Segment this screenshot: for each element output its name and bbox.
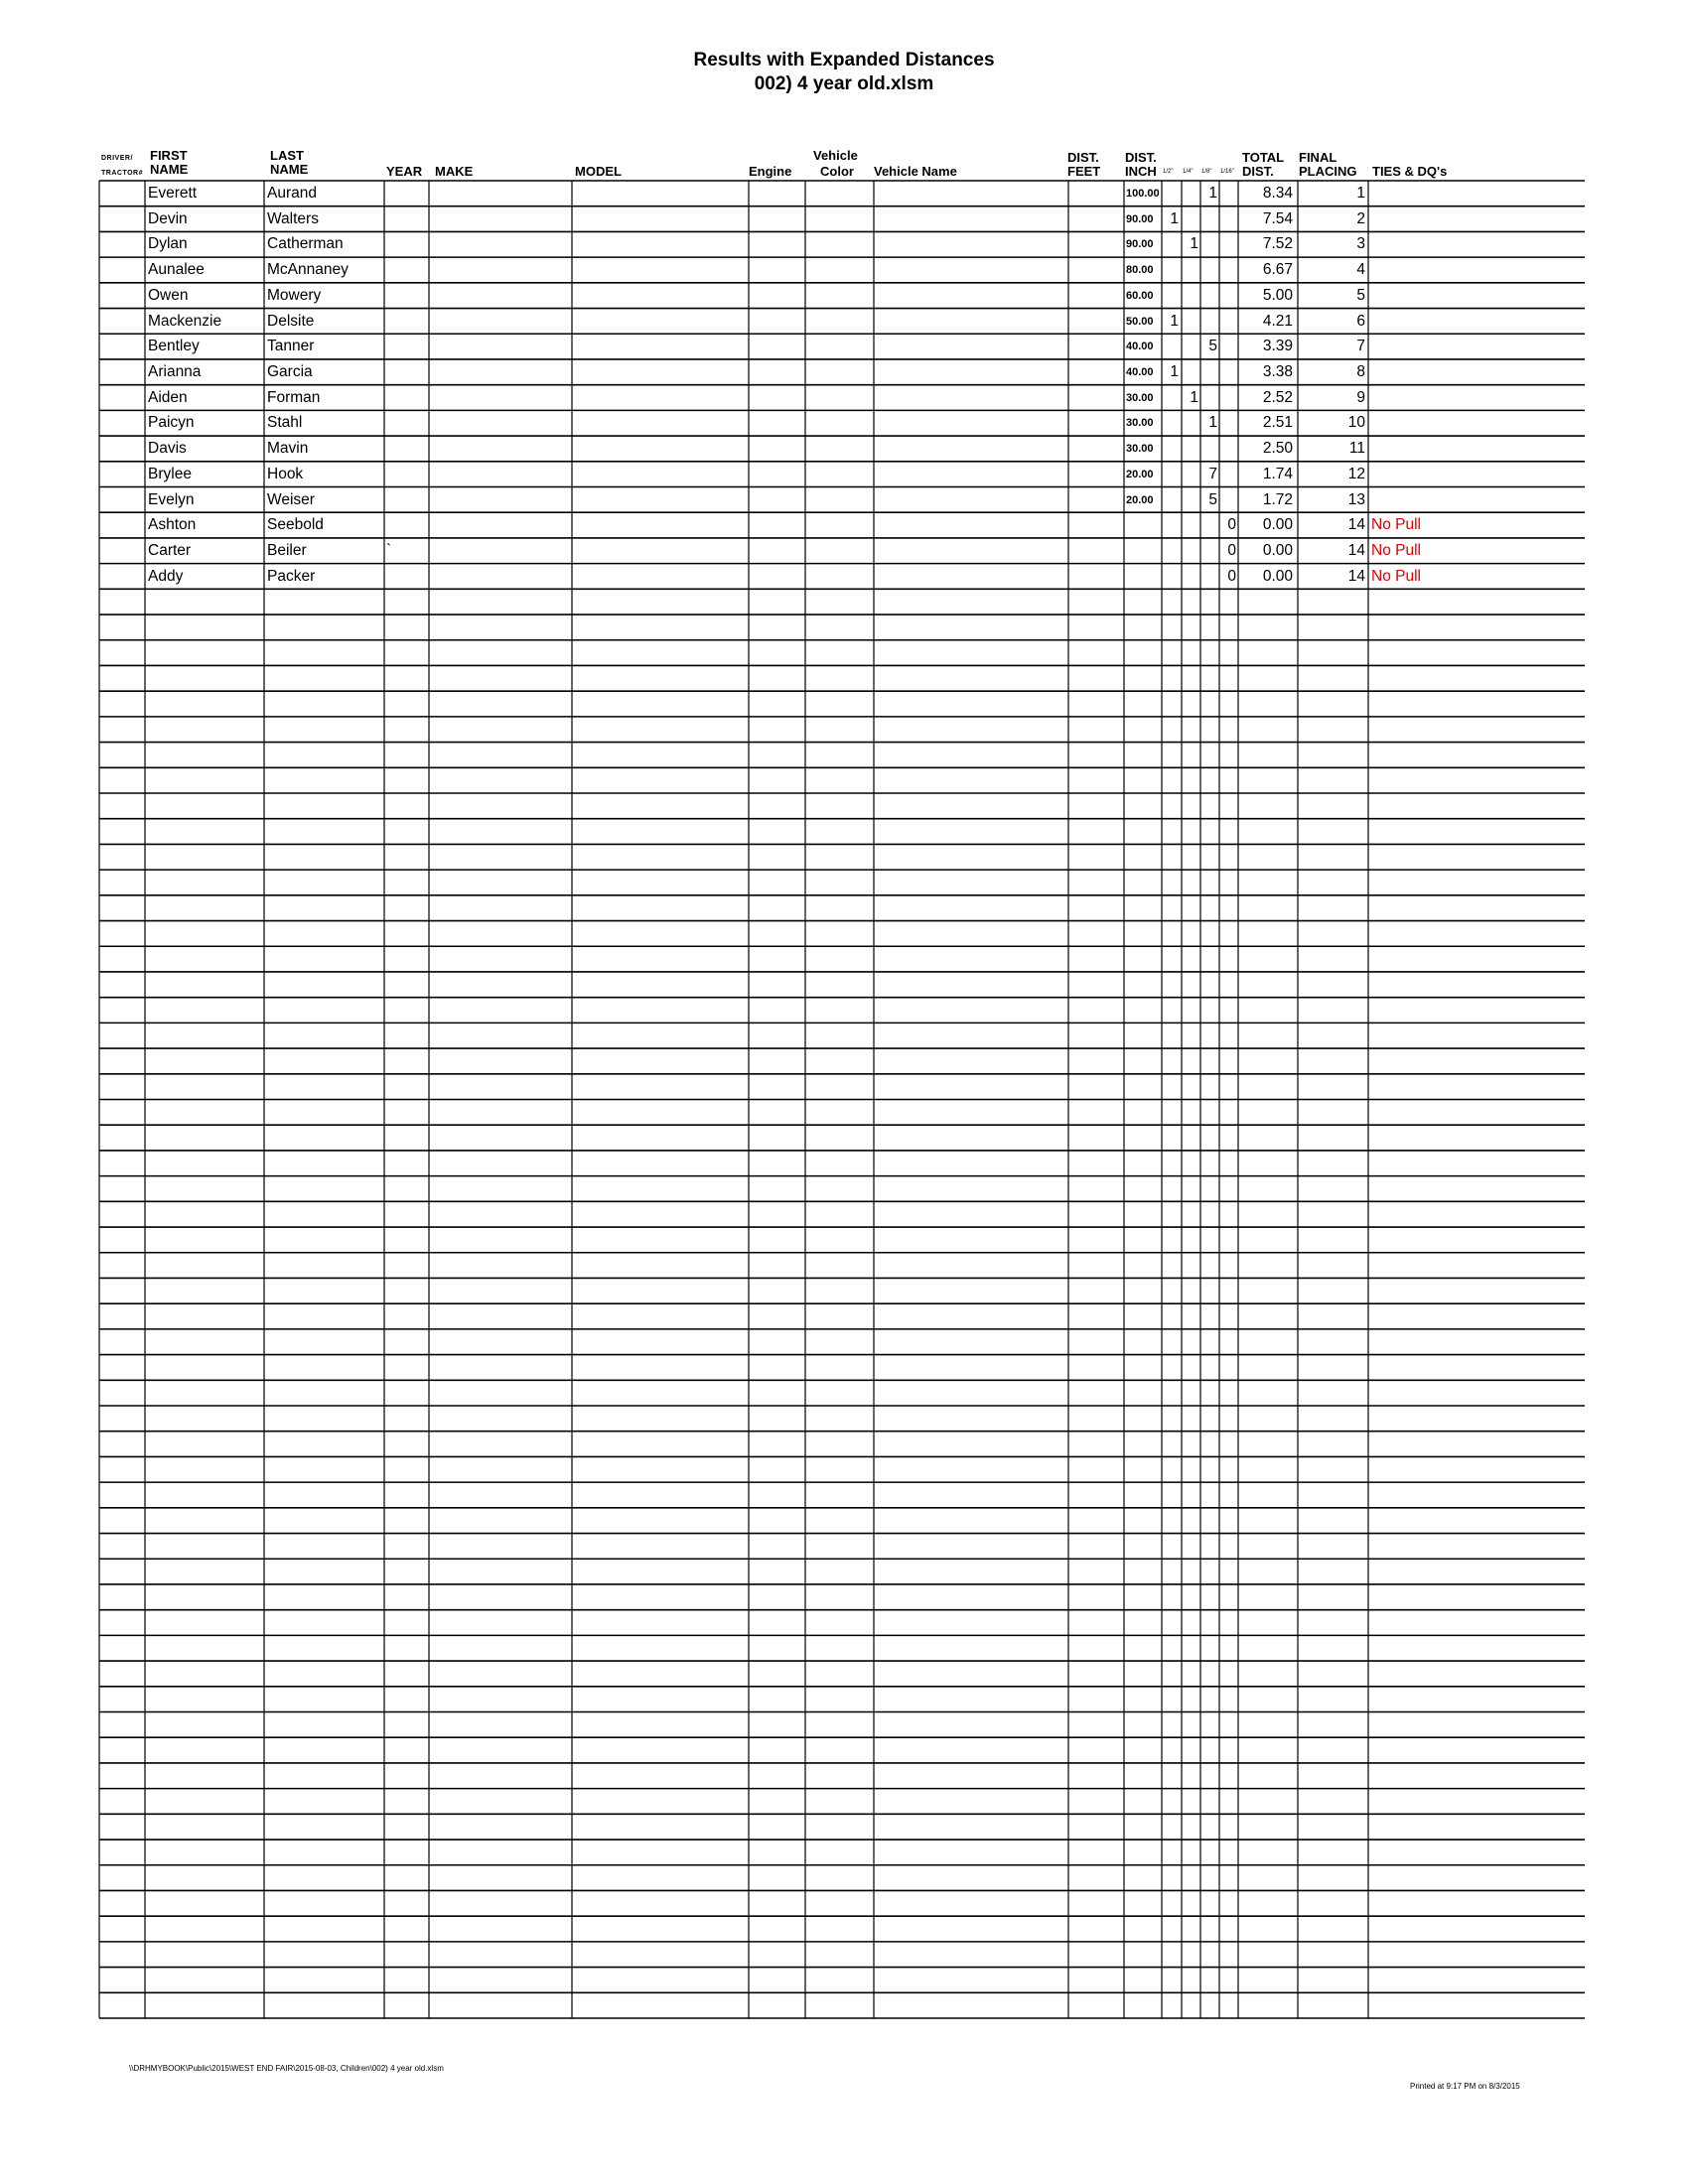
cell-f3 xyxy=(1200,309,1217,335)
cell-last: Weiser xyxy=(267,490,315,508)
cell-first: Aunalee xyxy=(148,261,205,279)
cell-placing: 10 xyxy=(1347,414,1365,432)
cell-ties: No Pull xyxy=(1371,541,1421,559)
cell-placing: 3 xyxy=(1356,235,1365,253)
cell-f4: 0 xyxy=(1227,516,1236,534)
header-vehicle-name: Vehicle Name xyxy=(874,164,957,179)
cell-ties: No Pull xyxy=(1371,516,1421,534)
cell-placing: 8 xyxy=(1356,362,1365,380)
cell-f4 xyxy=(1219,283,1236,309)
cell-last: Stahl xyxy=(267,414,303,432)
cell-first: Addy xyxy=(148,567,184,585)
header-vehicle-2: Color xyxy=(820,164,854,179)
cell-total: 5.00 xyxy=(1262,286,1293,304)
header-last-2: NAME xyxy=(270,162,309,177)
cell-total: 8.34 xyxy=(1262,185,1293,202)
cell-f4 xyxy=(1219,410,1236,436)
report-subtitle: 002) 4 year old.xlsm xyxy=(754,73,934,94)
cell-f1 xyxy=(1162,181,1179,206)
cell-f2 xyxy=(1182,538,1198,564)
cell-f3 xyxy=(1200,359,1217,385)
cell-inch: 40.00 xyxy=(1126,365,1154,378)
cell-inch: 20.00 xyxy=(1126,468,1154,480)
cell-inch: 50.00 xyxy=(1126,315,1154,328)
cell-total: 2.51 xyxy=(1262,414,1293,432)
cell-placing: 7 xyxy=(1356,338,1365,355)
header-final-1: FINAL xyxy=(1299,150,1337,165)
cell-f4 xyxy=(1219,206,1236,232)
cell-f1 xyxy=(1162,410,1179,436)
cell-f4 xyxy=(1219,231,1236,257)
cell-last: Mowery xyxy=(267,286,322,304)
header-model: MODEL xyxy=(575,164,622,179)
report-title: Results with Expanded Distances xyxy=(693,50,995,70)
cell-inch: 30.00 xyxy=(1126,391,1154,404)
cell-year xyxy=(386,181,426,206)
cell-inch: 40.00 xyxy=(1126,341,1154,353)
cell-ties xyxy=(1371,231,1490,257)
cell-f4 xyxy=(1219,309,1236,335)
cell-year xyxy=(386,283,426,309)
cell-placing: 1 xyxy=(1356,185,1365,202)
cell-f2: 1 xyxy=(1190,235,1198,253)
header-frac-sixteenth: 1/16" xyxy=(1220,169,1234,175)
cell-inch: 90.00 xyxy=(1126,212,1154,225)
cell-first: Aiden xyxy=(148,388,188,406)
header-year: YEAR xyxy=(386,164,423,179)
header-ties: TIES & DQ's xyxy=(1372,164,1448,179)
cell-year xyxy=(386,512,426,538)
cell-f3 xyxy=(1200,538,1217,564)
cell-f4 xyxy=(1219,257,1236,283)
cell-ties xyxy=(1371,206,1490,232)
cell-last: Forman xyxy=(267,388,321,406)
cell-f4 xyxy=(1219,487,1236,513)
cell-f2 xyxy=(1182,206,1198,232)
cell-last: Garcia xyxy=(267,362,313,380)
cell-first: Brylee xyxy=(148,465,192,482)
cell-inch: 100.00 xyxy=(1126,188,1160,200)
cell-last: Catherman xyxy=(267,235,344,253)
cell-placing: 12 xyxy=(1347,465,1365,482)
cell-f3 xyxy=(1200,512,1217,538)
cell-inch: 80.00 xyxy=(1126,264,1154,277)
cell-last: Walters xyxy=(267,209,319,227)
cell-last: Aurand xyxy=(267,185,317,202)
cell-f1 xyxy=(1162,538,1179,564)
cell-ties xyxy=(1371,309,1490,335)
cell-first: Mackenzie xyxy=(148,312,222,330)
cell-placing: 14 xyxy=(1347,541,1365,559)
cell-last: Seebold xyxy=(267,516,324,534)
cell-f1 xyxy=(1162,385,1179,411)
cell-f2 xyxy=(1182,334,1198,359)
cell-ties xyxy=(1371,181,1490,206)
cell-f2 xyxy=(1182,359,1198,385)
header-final-2: PLACING xyxy=(1299,164,1357,179)
cell-total: 4.21 xyxy=(1262,312,1293,330)
cell-ties xyxy=(1371,487,1490,513)
cell-total: 3.38 xyxy=(1262,362,1293,380)
header-total-1: TOTAL xyxy=(1242,150,1285,165)
cell-placing: 5 xyxy=(1356,286,1365,304)
cell-f2 xyxy=(1182,487,1198,513)
cell-inch xyxy=(1126,564,1162,590)
cell-year xyxy=(386,410,426,436)
cell-inch: 20.00 xyxy=(1126,493,1154,506)
cell-f1: 1 xyxy=(1170,312,1179,330)
cell-f3 xyxy=(1200,564,1217,590)
cell-f2 xyxy=(1182,283,1198,309)
header-first-2: NAME xyxy=(150,162,189,177)
cell-total: 1.74 xyxy=(1262,465,1293,482)
header-frac-quarter: 1/4" xyxy=(1183,169,1194,175)
cell-total: 2.50 xyxy=(1262,440,1293,458)
cell-year xyxy=(386,487,426,513)
header-frac-half: 1/2" xyxy=(1163,169,1174,175)
cell-f4 xyxy=(1219,436,1236,462)
cell-year xyxy=(386,257,426,283)
cell-year xyxy=(386,359,426,385)
cell-f2 xyxy=(1182,436,1198,462)
cell-f4 xyxy=(1219,181,1236,206)
cell-f2 xyxy=(1182,564,1198,590)
cell-placing: 2 xyxy=(1356,209,1365,227)
cell-ties: No Pull xyxy=(1371,567,1421,585)
cell-inch: 30.00 xyxy=(1126,417,1154,430)
cell-f3: 1 xyxy=(1208,185,1217,202)
cell-total: 0.00 xyxy=(1262,567,1293,585)
footer-file-path: \\DRHMYBOOK\Public\2015\WEST END FAIR\2015-08-03, Children\002) 4 year old.xlsm xyxy=(129,2064,444,2073)
cell-total: 0.00 xyxy=(1262,516,1293,534)
cell-f2 xyxy=(1182,309,1198,335)
header-first-1: FIRST xyxy=(150,148,188,163)
cell-f1 xyxy=(1162,334,1179,359)
cell-f1 xyxy=(1162,231,1179,257)
cell-inch: 30.00 xyxy=(1126,443,1154,456)
header-last-1: LAST xyxy=(270,148,304,163)
cell-first: Everett xyxy=(148,185,198,202)
cell-first: Ashton xyxy=(148,516,197,534)
cell-f1 xyxy=(1162,257,1179,283)
cell-total: 6.67 xyxy=(1262,261,1293,279)
cell-f3 xyxy=(1200,206,1217,232)
cell-f4 xyxy=(1219,359,1236,385)
cell-placing: 9 xyxy=(1356,388,1365,406)
cell-ties xyxy=(1371,436,1490,462)
cell-inch: 60.00 xyxy=(1126,289,1154,302)
cell-first: Evelyn xyxy=(148,490,195,508)
cell-placing: 4 xyxy=(1356,261,1365,279)
cell-f3: 5 xyxy=(1208,338,1217,355)
cell-f3 xyxy=(1200,257,1217,283)
cell-placing: 14 xyxy=(1347,567,1365,585)
header-dist-inch-1: DIST. xyxy=(1125,150,1157,165)
cell-placing: 11 xyxy=(1348,440,1365,458)
cell-last: Mavin xyxy=(267,440,309,458)
cell-last: McAnnaney xyxy=(267,261,349,279)
header-dist-inch-2: INCH xyxy=(1125,164,1157,179)
cell-f4 xyxy=(1219,334,1236,359)
cell-year: ` xyxy=(386,541,392,559)
cell-year xyxy=(386,206,426,232)
cell-f3: 7 xyxy=(1208,465,1217,482)
cell-placing: 13 xyxy=(1347,490,1365,508)
cell-placing: 6 xyxy=(1356,312,1365,330)
cell-last: Packer xyxy=(267,567,316,585)
cell-f1 xyxy=(1162,564,1179,590)
cell-first: Bentley xyxy=(148,338,200,355)
header-total-2: DIST. xyxy=(1242,164,1274,179)
header-engine: Engine xyxy=(749,164,792,179)
cell-first: Paicyn xyxy=(148,414,195,432)
cell-f3 xyxy=(1200,231,1217,257)
cell-f2 xyxy=(1182,462,1198,487)
cell-f1: 1 xyxy=(1170,362,1179,380)
cell-f1 xyxy=(1162,462,1179,487)
header-tractor: TRACTOR# xyxy=(101,170,143,177)
cell-inch xyxy=(1126,538,1162,564)
cell-year xyxy=(386,385,426,411)
cell-total: 7.52 xyxy=(1262,235,1293,253)
cell-f3 xyxy=(1200,385,1217,411)
cell-ties xyxy=(1371,462,1490,487)
cell-f4 xyxy=(1219,462,1236,487)
cell-inch: 90.00 xyxy=(1126,238,1154,251)
cell-year xyxy=(386,462,426,487)
cell-year xyxy=(386,231,426,257)
cell-f2 xyxy=(1182,181,1198,206)
header-make: MAKE xyxy=(435,164,474,179)
cell-f1 xyxy=(1162,512,1179,538)
cell-first: Davis xyxy=(148,440,187,458)
cell-last: Tanner xyxy=(267,338,315,355)
header-driver: DRIVER/ xyxy=(101,155,133,162)
cell-f2: 1 xyxy=(1190,388,1198,406)
cell-year xyxy=(386,309,426,335)
cell-ties xyxy=(1371,385,1490,411)
cell-f1 xyxy=(1162,487,1179,513)
cell-f4: 0 xyxy=(1227,567,1236,585)
cell-last: Beiler xyxy=(267,541,307,559)
cell-f1 xyxy=(1162,436,1179,462)
cell-f3: 5 xyxy=(1208,490,1217,508)
cell-placing: 14 xyxy=(1347,516,1365,534)
header-dist-feet-1: DIST. xyxy=(1067,150,1099,165)
cell-total: 1.72 xyxy=(1262,490,1293,508)
cell-year xyxy=(386,334,426,359)
header-frac-eighth: 1/8" xyxy=(1201,169,1212,175)
cell-total: 7.54 xyxy=(1262,209,1293,227)
cell-ties xyxy=(1371,410,1490,436)
cell-ties xyxy=(1371,359,1490,385)
cell-total: 3.39 xyxy=(1262,338,1293,355)
cell-total: 2.52 xyxy=(1262,388,1293,406)
cell-year xyxy=(386,436,426,462)
cell-first: Carter xyxy=(148,541,192,559)
cell-f1 xyxy=(1162,283,1179,309)
cell-first: Devin xyxy=(148,209,188,227)
cell-last: Delsite xyxy=(267,312,315,330)
cell-year xyxy=(386,564,426,590)
cell-ties xyxy=(1371,334,1490,359)
cell-f3: 1 xyxy=(1208,414,1217,432)
cell-f4: 0 xyxy=(1227,541,1236,559)
header-dist-feet-2: FEET xyxy=(1067,164,1101,179)
cell-f2 xyxy=(1182,512,1198,538)
cell-ties xyxy=(1371,283,1490,309)
footer-printed-timestamp: Printed at 9:17 PM on 8/3/2015 xyxy=(1410,2082,1520,2091)
cell-inch xyxy=(1126,512,1162,538)
cell-total: 0.00 xyxy=(1262,541,1293,559)
cell-first: Owen xyxy=(148,286,189,304)
cell-f4 xyxy=(1219,385,1236,411)
cell-first: Arianna xyxy=(148,362,202,380)
cell-f2 xyxy=(1182,410,1198,436)
cell-first: Dylan xyxy=(148,235,188,253)
cell-f1: 1 xyxy=(1170,209,1179,227)
cell-f3 xyxy=(1200,436,1217,462)
header-vehicle-1: Vehicle xyxy=(813,148,858,163)
cell-ties xyxy=(1371,257,1490,283)
cell-f2 xyxy=(1182,257,1198,283)
cell-f3 xyxy=(1200,283,1217,309)
cell-last: Hook xyxy=(267,465,304,482)
